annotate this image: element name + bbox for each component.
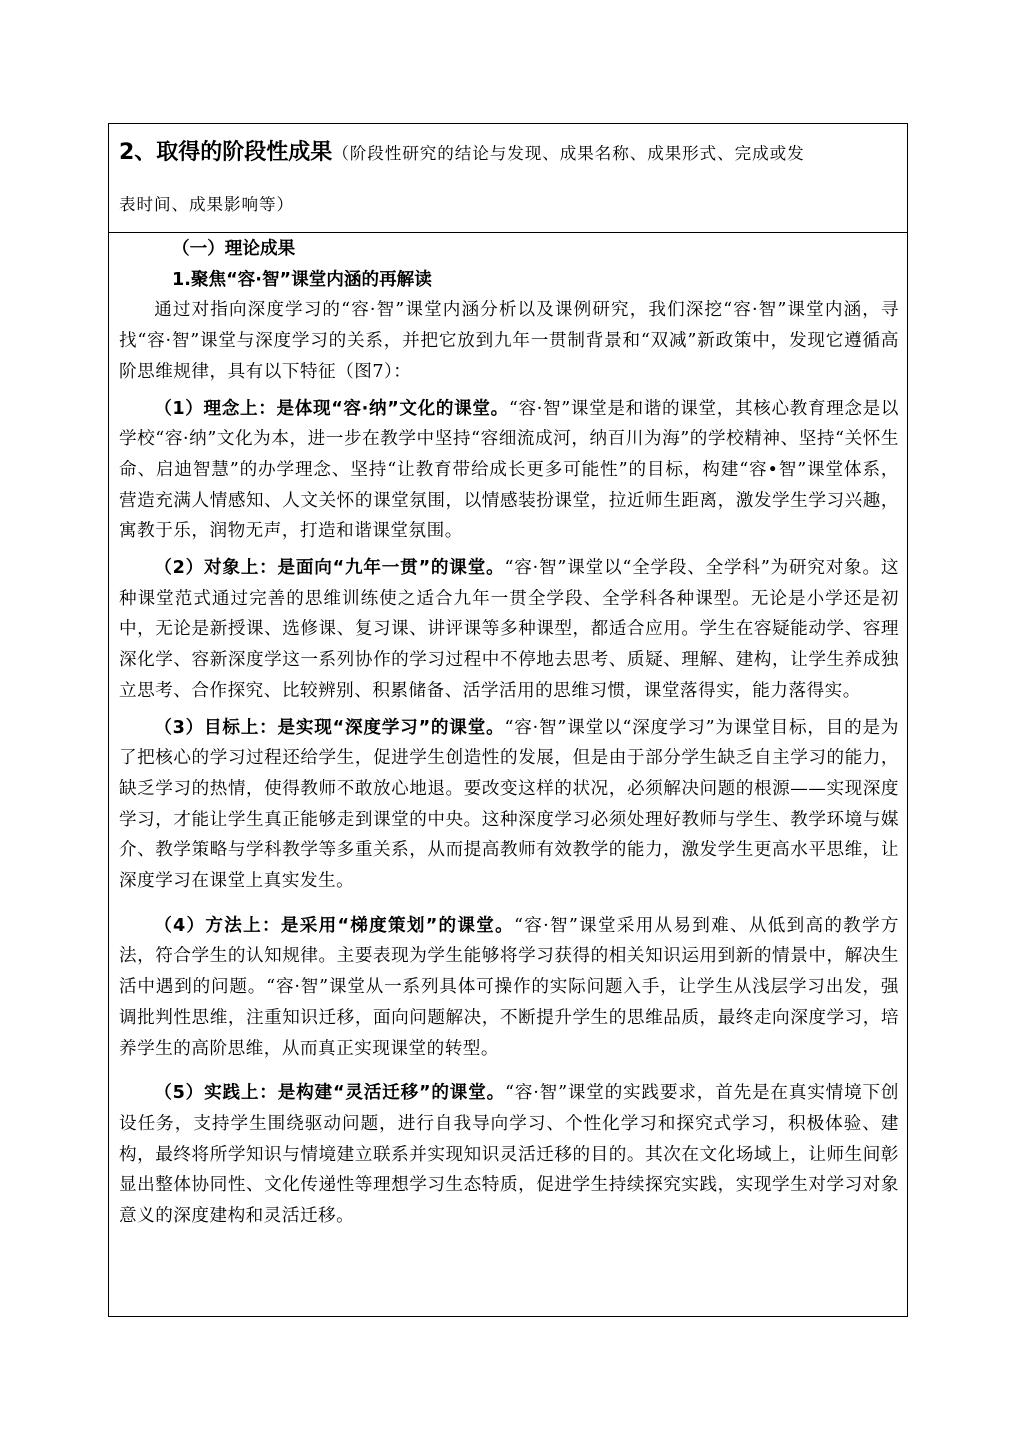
feature-paragraph-3 — [119, 713, 899, 897]
feature-paragraph-4 — [119, 911, 899, 1065]
feature-text: “容·智”课堂采用从易到难、从低到高的教学方法，符合学生的认知规律。主要表现为学生能够将学习获得的相关知识运用到新的情景中，解决生活中遇到的问题。“容·智”课堂从一系列具体可操作的实际问题入手，让学生从浅层学习出发，强调批判性思维，注重知识迁移，面向问题解决，不断提升学生的思维品质，最终走向深度学习，培养学生的高阶思维，从而真正实现课堂的转型。 — [119, 915, 899, 1059]
feature-paragraph-1 — [119, 394, 899, 548]
section-title: 2、取得的阶段性成果 — [119, 140, 333, 165]
header-line — [119, 137, 904, 170]
feature-lead: （2）对象上：是面向“九年一贯”的课堂。 — [154, 558, 505, 579]
table-body-cell — [119, 234, 899, 1232]
feature-lead: （3）目标上：是实现“深度学习”的课堂。 — [154, 717, 505, 738]
feature-text: “容·智”课堂是和谐的课堂，其核心教育理念是以学校“容·纳”文化为本，进一步在教学中坚持“容细流成河，纳百川为海”的学校精神、坚持“关怀生命、启迪智慧”的办学理念、坚持“让教育带给成长更多可能性”的目标，构建“容•智”课堂体系，营造充满人情感知、人文关怀的课堂氛围，以情感装扮课堂，拉近师生距离，激发学生学习兴趣，寓教于乐，润物无声，打造和谐课堂氛围。 — [119, 398, 899, 542]
feature-lead: （5）实践上：是构建“灵活迁移”的课堂。 — [154, 1083, 506, 1104]
intro-paragraph: 通过对指向深度学习的“容·智”课堂内涵分析以及课例研究，我们深挖“容·智”课堂内涵，寻找“容·智”课堂与深度学习的关系，并把它放到九年一贯制背景和“双减”新政策中，发现它遵循高阶思维规律，具有以下特征（图7）： — [119, 300, 899, 382]
sub-heading: 1.聚焦“容·智”课堂内涵的再解读 — [172, 269, 432, 290]
feature-paragraph-2 — [119, 553, 899, 707]
section-subtitle: （阶段性研究的结论与发现、成果名称、成果形式、完成或发 — [332, 144, 805, 163]
feature-paragraph-5 — [119, 1078, 899, 1232]
theory-heading: （一）理论成果 — [172, 239, 296, 259]
table-header-cell — [109, 124, 907, 233]
feature-lead: （4）方法上：是采用“梯度策划”的课堂。 — [154, 915, 515, 936]
section-subtitle-continued: 表时间、成果影响等） — [119, 195, 294, 214]
feature-text: “容·智”课堂以“深度学习”为课堂目标，目的是为了把核心的学习过程还给学生，促进学生创造性的发展，但是由于部分学生缺乏自主学习的能力，缺乏学习的热情，使得教师不敢放心地退。要改变这样的状况，必须解决问题的根源——实现深度学习，才能让学生真正能够走到课堂的中央。这种深度学习必须处理好教师与学生、教学环境与媒介、教学策略与学科教学等多重关系，从而提高教师有效教学的能力，激发学生更高水平思维，让深度学习在课堂上真实发生。 — [119, 717, 900, 892]
document-table — [108, 123, 908, 1317]
feature-text: “容·智”课堂的实践要求，首先是在真实情境下创设任务，支持学生围绕驱动问题，进行自我导向学习、个性化学习和探究式学习，积极体验、建构，最终将所学知识与情境建立联系并实现知识灵活迁移的目的。其次在文化场域上，让师生间彰显出整体协同性、文化传递性等理想学习生态特质，促进学生持续探究实践，实现学生对学习对象意义的深度建构和灵活迁移。 — [119, 1083, 899, 1227]
feature-lead: （1）理念上：是体现“容·纳”文化的课堂。 — [154, 398, 509, 419]
feature-text: “容·智”课堂以“全学段、全学科”为研究对象。这种课堂范式通过完善的思维训练使之适合九年一贯全学段、全学科各种课型。无论是小学还是初中，无论是新授课、选修课、复习课、讲评课等多种课型，都适合应用。学生在容疑能动学、容理深化学、容新深度学这一系列协作的学习过程中不停地去思考、质疑、理解、建构，让学生养成独立思考、合作探究、比较辨别、积累储备、活学活用的思维习惯，课堂落得实，能力落得实。 — [119, 558, 900, 701]
